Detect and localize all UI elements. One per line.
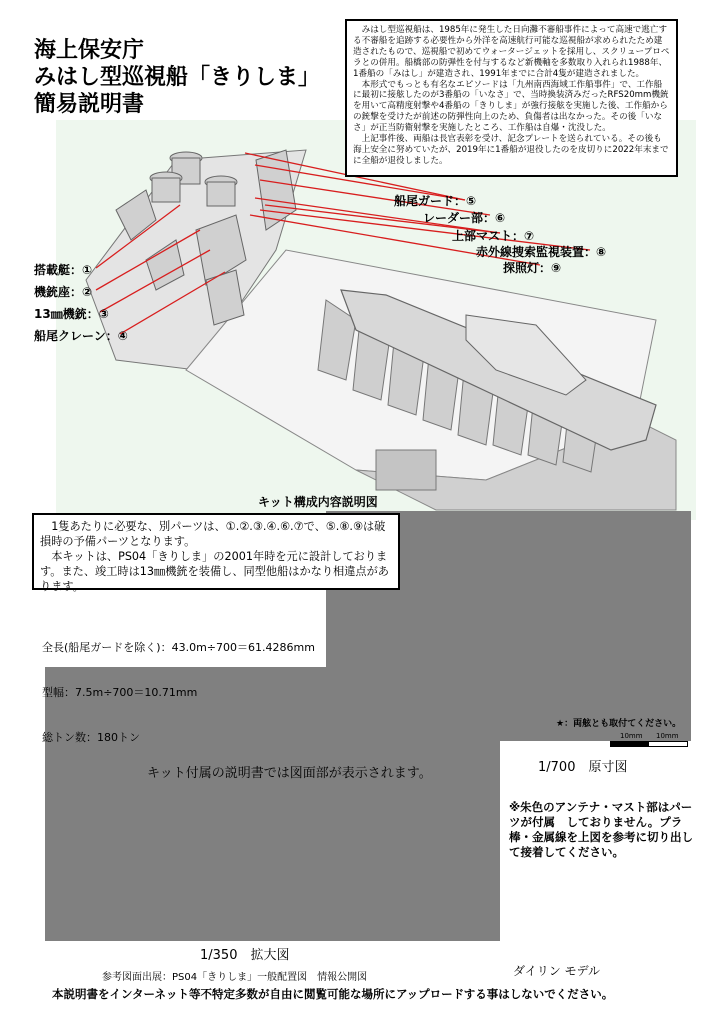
- scale-bar-fill: [611, 742, 649, 746]
- intro-box: [345, 19, 678, 177]
- intro-paragraph-1: みはし型巡視船は、1985年に発生した日向灘不審船事件によって高速で逃亡する不審船を追跡する必要性から外洋を高速航行可能な巡視船が求められたため建造されたもので、巡視船で初めてウォータージェットを採用し、スクリュープロペラとの併用。船橋部の防弾性を付与するなど新機軸を多数取り入れられ1988年、1番船の「みはし」が建造され、1991年までに合計4隻が建造されました。: [353, 25, 670, 79]
- kit-note-1: 1隻あたりに必要な、別パーツは、①.②.③.④.⑥.⑦で、⑤.⑧.⑨は破損時の予備パーツとなります。: [40, 520, 386, 548]
- part-label-1: 搭載艇：①: [34, 263, 93, 277]
- part-label-2: 機銃座：②: [34, 285, 93, 299]
- leader-1: [96, 205, 180, 268]
- part-label-9: 探照灯：⑨: [503, 261, 562, 275]
- scale-1-700: 1/700 原寸図: [538, 760, 628, 775]
- spec-beam: 型幅：7.5m÷700＝10.71mm: [42, 686, 198, 699]
- spec-tonnage: 総トン数：180トン: [42, 731, 140, 744]
- brand: ダイリン モデル: [513, 964, 600, 978]
- kit-caption: キット構成内容説明図: [258, 495, 378, 509]
- intro-paragraph-3: 上記事件後、両船は長官表彰を受け、記念プレートを送られている。その後も海上安全に努めていたが、2019年に1番船が退役したのを皮切りに2022年末までに全船が退役しました。: [353, 134, 669, 166]
- scale-bar-label-a: 10mm: [620, 732, 643, 740]
- title-line-3: 簡易説明書: [34, 92, 145, 117]
- scale-bar-label-b: 10mm: [656, 732, 679, 740]
- scale-note: ★：両舷とも取付てください。: [556, 719, 682, 729]
- disclaimer: 本説明書をインターネット等不特定多数が自由に閲覧可能な場所にアップロードする事はしないでください。: [52, 987, 614, 1001]
- scale-bar: [610, 741, 688, 747]
- leader-2: [96, 230, 200, 290]
- specs: [42, 610, 315, 760]
- kit-note-box: [32, 513, 400, 593]
- spec-length: 全長(船尾ガードを除く)：43.0m÷700＝61.4286mm: [42, 641, 315, 654]
- part-label-6: レーダー部：⑥: [423, 211, 506, 225]
- source-note: 参考図面出展：PS04「きりしま」一般配置図 情報公開図: [102, 972, 368, 983]
- title-line-1: 海上保安庁: [34, 38, 145, 63]
- part-label-4: 船尾クレーン：④: [34, 329, 128, 343]
- intro-paragraph-2: 本形式でもっとも有名なエピソードは「九州南西海域工作船事件」で、工作船に最初に接舷したのが3番船の「いなさ」で、当時換装済みだったRFS20mm機銃を用いて高精度射撃や4番船の「きりしま」が強行接舷を実施した後、工作船からの銃撃を受けたが前述の防弾性向上のため、負傷者は出なかった。その後「いなさ」が正当防衛射撃を実施したところ、工作船は自爆・沈没した。: [353, 79, 669, 134]
- part-label-3: 13㎜機銃：③: [34, 307, 109, 321]
- part-label-8: 赤外線捜索監視装置：⑧: [476, 245, 607, 259]
- part-label-5: 船尾ガード：⑤: [394, 194, 477, 208]
- kit-note-2: 本キットは、PS04「きりしま」の2001年時を元に設計しております。また、竣工時は13㎜機銃を装備し、同型他船はかなり相違点があります。: [40, 550, 389, 593]
- scale-1-350: 1/350 拡大図: [200, 948, 290, 963]
- title-line-2: みはし型巡視船「きりしま」: [34, 65, 321, 90]
- drawing-note: キット付属の説明書では図面部が表示されます。: [147, 766, 432, 781]
- leader-4: [120, 272, 225, 334]
- leader-3: [100, 250, 210, 312]
- antenna-note: ※朱色のアンテナ・マスト部はパーツが付属 しておりません。プラ棒・金属線を上図を参考に切り出して接着してください。: [509, 800, 693, 859]
- part-label-7: 上部マスト：⑦: [452, 229, 535, 243]
